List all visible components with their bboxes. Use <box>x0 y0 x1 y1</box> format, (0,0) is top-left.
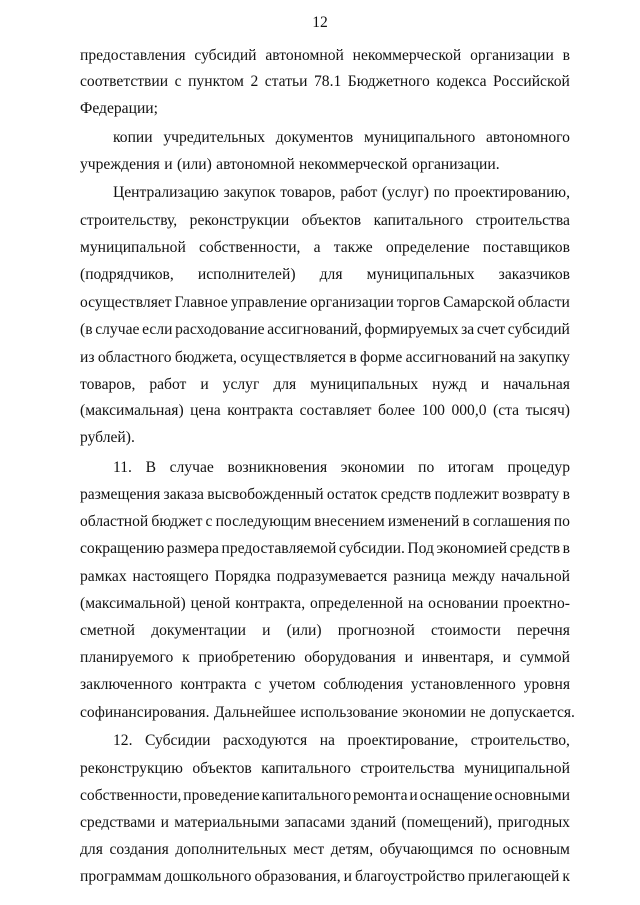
word: поставщиков <box>482 239 570 256</box>
word: Российской <box>493 73 570 90</box>
word: прогнозной <box>337 622 415 639</box>
word: (ста <box>493 402 520 419</box>
word: заказчиков <box>498 266 570 283</box>
word: объектов <box>192 760 252 777</box>
word: строительства <box>360 760 455 777</box>
word: муниципальных <box>366 266 475 283</box>
word: по <box>553 513 570 530</box>
word: муниципальной <box>80 239 186 256</box>
word: мест <box>293 841 325 858</box>
word: пригодных <box>497 814 570 831</box>
word: настоящего <box>132 568 209 585</box>
word: закупок <box>223 184 276 201</box>
word: на <box>319 732 335 749</box>
word: контракта <box>227 402 294 419</box>
word: сокращению <box>80 540 165 557</box>
word: учредительных <box>163 129 266 146</box>
text-line <box>80 485 570 505</box>
word: в <box>462 513 470 530</box>
text-line <box>80 46 570 66</box>
word: не <box>470 704 486 721</box>
word: (максимальная) <box>80 402 184 419</box>
word: с <box>254 676 262 693</box>
text-line <box>80 211 570 231</box>
word: средств <box>380 486 432 503</box>
text-line <box>80 594 570 614</box>
word: (помещений), <box>401 814 493 831</box>
text-line <box>80 675 570 695</box>
word: по <box>479 841 497 858</box>
word: соблюдения <box>323 676 404 693</box>
word: зданий <box>350 814 397 831</box>
word: автономной <box>265 47 344 64</box>
word: муниципального <box>364 129 476 146</box>
word: капитального <box>373 212 464 229</box>
word: расходование <box>175 321 265 338</box>
word: областной <box>80 513 149 530</box>
word: товаров, <box>280 184 336 201</box>
word: средств <box>509 540 561 557</box>
word: заказа <box>163 486 204 503</box>
word: на <box>407 595 424 612</box>
text-line <box>113 731 570 751</box>
word: (максимальной) <box>80 595 186 612</box>
text-line <box>80 428 570 448</box>
word: заключенного <box>80 676 173 693</box>
word: прилегающей <box>467 868 560 885</box>
word: основании <box>428 595 499 612</box>
word: услуг <box>222 376 260 393</box>
word: и <box>200 376 209 393</box>
word: основным <box>502 841 570 858</box>
word: цена <box>190 402 221 419</box>
text-line <box>80 539 570 559</box>
text-line <box>80 238 570 258</box>
word: ассигнований <box>405 349 497 366</box>
word: соответствии <box>80 73 169 90</box>
word: возникновения <box>227 459 328 476</box>
text-line <box>80 293 570 313</box>
word: суммой <box>519 649 570 666</box>
word: областного <box>97 349 172 366</box>
text-line <box>80 72 570 92</box>
word: формируемых <box>364 321 459 338</box>
text-line <box>80 99 570 119</box>
word: учреждения <box>80 156 160 173</box>
word: инвентаря, <box>421 649 494 666</box>
text-line <box>80 759 570 779</box>
word: документации <box>151 622 246 639</box>
word: 12. <box>113 732 133 749</box>
word: Под <box>407 540 434 557</box>
word: последующим <box>215 513 312 530</box>
word: Централизацию <box>113 184 219 201</box>
word: Субсидии <box>145 732 211 749</box>
word: автономной <box>216 156 295 173</box>
word: расходуются <box>222 732 308 749</box>
word: за <box>461 321 475 338</box>
text-line <box>80 375 570 395</box>
word: между <box>451 568 496 585</box>
text-line <box>80 401 570 421</box>
word: в <box>562 486 570 503</box>
word: и <box>164 156 173 173</box>
word: стоимости <box>431 622 501 639</box>
word: Бюджетного <box>347 73 430 90</box>
word: размещения <box>80 486 161 503</box>
word: образования, <box>254 868 341 885</box>
word: уровня <box>523 676 570 693</box>
word: Дальнейшее <box>213 704 296 721</box>
word: субсидий <box>507 321 570 338</box>
word: случае <box>95 321 140 338</box>
text-line <box>80 567 570 587</box>
word: начальная <box>503 376 570 393</box>
word: и <box>343 868 352 885</box>
word: 11. <box>113 459 132 476</box>
word: и <box>409 787 418 804</box>
text-line <box>80 512 570 532</box>
word: составляет <box>299 402 372 419</box>
word: работ <box>340 184 378 201</box>
word: дошкольного <box>164 868 252 885</box>
word: 2 <box>250 73 259 90</box>
text-line <box>80 155 570 175</box>
word: и <box>160 814 170 831</box>
word: предоставляемой <box>221 540 337 557</box>
word: субсидии. <box>338 540 405 557</box>
word: проектирование, <box>347 732 459 749</box>
text-line <box>80 648 570 668</box>
word: автономного <box>486 129 570 146</box>
word: приобретению <box>198 649 296 666</box>
word: торгов <box>396 294 441 311</box>
word: субсидий <box>194 47 257 64</box>
word: создания <box>109 841 169 858</box>
word: счет <box>476 321 506 338</box>
word: В <box>145 459 156 476</box>
text-line <box>80 703 575 723</box>
word: более <box>377 402 416 419</box>
word: статьи <box>264 73 308 90</box>
word: области <box>517 294 570 311</box>
word: реконструкцию <box>80 760 183 777</box>
word: управление <box>230 294 308 311</box>
word: дополнительных <box>175 841 287 858</box>
word: к <box>182 649 190 666</box>
text-line <box>113 183 570 203</box>
word: к <box>562 868 570 885</box>
word: перечня <box>516 622 570 639</box>
word: проектированию, <box>454 184 570 201</box>
word: реконструкции <box>189 212 290 229</box>
page-number: 12 <box>312 14 328 31</box>
word: материальными <box>174 814 280 831</box>
word: основными <box>494 787 570 804</box>
word: организации. <box>412 156 500 173</box>
text-line <box>80 840 570 860</box>
word: осуществляет <box>80 294 172 311</box>
word: экономии <box>340 459 405 476</box>
word: и <box>404 649 413 666</box>
word: рублей). <box>80 429 135 446</box>
word: запасами <box>284 814 346 831</box>
word: документов <box>275 129 354 146</box>
word: муниципальных <box>310 376 419 393</box>
word: (в <box>80 321 93 338</box>
word: организации <box>470 47 554 64</box>
word: контракта <box>180 676 247 693</box>
word: строительства <box>475 212 570 229</box>
word: в <box>349 349 357 366</box>
word: благоустройство <box>355 868 465 885</box>
word: изменений <box>387 513 460 530</box>
word: и <box>262 622 271 639</box>
word: соглашения <box>472 513 551 530</box>
word: собственности, <box>199 239 301 256</box>
word: контракта, <box>235 595 306 612</box>
word: размера <box>166 540 219 557</box>
word: кодекса <box>436 73 487 90</box>
word: исполнителей) <box>197 266 296 283</box>
word: бюджета, <box>174 349 237 366</box>
word: детям, <box>330 841 374 858</box>
word: учетом <box>269 676 316 693</box>
word: пунктом <box>188 73 244 90</box>
word: копии <box>113 129 153 146</box>
word: экономии <box>402 704 466 721</box>
word: нужд <box>432 376 467 393</box>
word: с <box>174 73 182 90</box>
word: Самарской <box>443 294 515 311</box>
word: экономией <box>436 540 508 557</box>
word: (услуг) <box>381 184 430 201</box>
text-line <box>113 458 570 478</box>
text-line <box>80 813 570 833</box>
word: закупку <box>518 349 570 366</box>
text-line <box>80 621 570 641</box>
text-line <box>80 265 570 285</box>
word: капитального <box>261 760 351 777</box>
text-line <box>113 128 570 148</box>
word: осуществляется <box>240 349 347 366</box>
word: из <box>80 349 95 366</box>
word: внесением <box>314 513 385 530</box>
word: и <box>502 649 511 666</box>
word: оснащение <box>419 787 493 804</box>
word: рамках <box>80 568 127 585</box>
word: бюджет <box>151 513 203 530</box>
word: подразумевается <box>276 568 388 585</box>
word: средствами <box>80 814 156 831</box>
word: проведение <box>183 787 260 804</box>
word: товаров, <box>80 376 136 393</box>
word: ремонта <box>352 787 408 804</box>
word: Порядка <box>214 568 271 585</box>
word: по <box>418 459 435 476</box>
word: строительство, <box>470 732 570 749</box>
word: предоставления <box>80 47 186 64</box>
word: итогам <box>447 459 494 476</box>
word: (или) <box>286 622 322 639</box>
word: некоммерческой <box>299 156 408 173</box>
text-line <box>80 867 570 887</box>
word: проектно- <box>503 595 570 612</box>
word: оборудования <box>304 649 396 666</box>
word: софинансирования. <box>80 704 210 721</box>
word: а <box>313 239 321 256</box>
word: Федерации; <box>80 100 158 117</box>
word: также <box>333 239 373 256</box>
word: процедур <box>507 459 570 476</box>
word: для <box>80 841 103 858</box>
word: (или) <box>176 156 212 173</box>
word: организации <box>310 294 394 311</box>
text-line <box>80 320 570 340</box>
word: разница <box>393 568 447 585</box>
word: допускается. <box>489 704 575 721</box>
word: 100 <box>421 402 445 419</box>
word: подлежит <box>434 486 499 503</box>
word: (подрядчиков, <box>80 266 174 283</box>
word: начальной <box>501 568 570 585</box>
word: муниципальной <box>464 760 570 777</box>
word: 78.1 <box>313 73 342 90</box>
word: собственности, <box>80 787 182 804</box>
word: ассигнований, <box>267 321 362 338</box>
word: форме <box>360 349 403 366</box>
word: для <box>319 266 343 283</box>
word: остаток <box>326 486 378 503</box>
word: сметной <box>80 622 136 639</box>
word: капитального <box>261 787 352 804</box>
word: строительству, <box>80 212 178 229</box>
word: 000,0 <box>451 402 487 419</box>
word: в <box>562 540 570 557</box>
word: по <box>433 184 450 201</box>
word: объектов <box>301 212 362 229</box>
word: случае <box>169 459 214 476</box>
word: на <box>499 349 515 366</box>
word: и <box>480 376 490 393</box>
word: если <box>142 321 173 338</box>
word: использование <box>300 704 398 721</box>
word: некоммерческой <box>352 47 462 64</box>
word: определенной <box>310 595 404 612</box>
word: с <box>205 513 213 530</box>
word: обучающимся <box>379 841 474 858</box>
word: для <box>273 376 297 393</box>
word: высвобожденный <box>207 486 324 503</box>
word: ценой <box>190 595 231 612</box>
text-line <box>80 348 570 368</box>
word: работ <box>149 376 187 393</box>
word: тысяч) <box>525 402 570 419</box>
word: планируемого <box>80 649 174 666</box>
word: в <box>562 47 570 64</box>
word: Главное <box>174 294 228 311</box>
text-line <box>80 786 570 806</box>
word: установленного <box>410 676 516 693</box>
word: программам <box>80 868 162 885</box>
word: возврату <box>502 486 560 503</box>
word: определение <box>385 239 470 256</box>
